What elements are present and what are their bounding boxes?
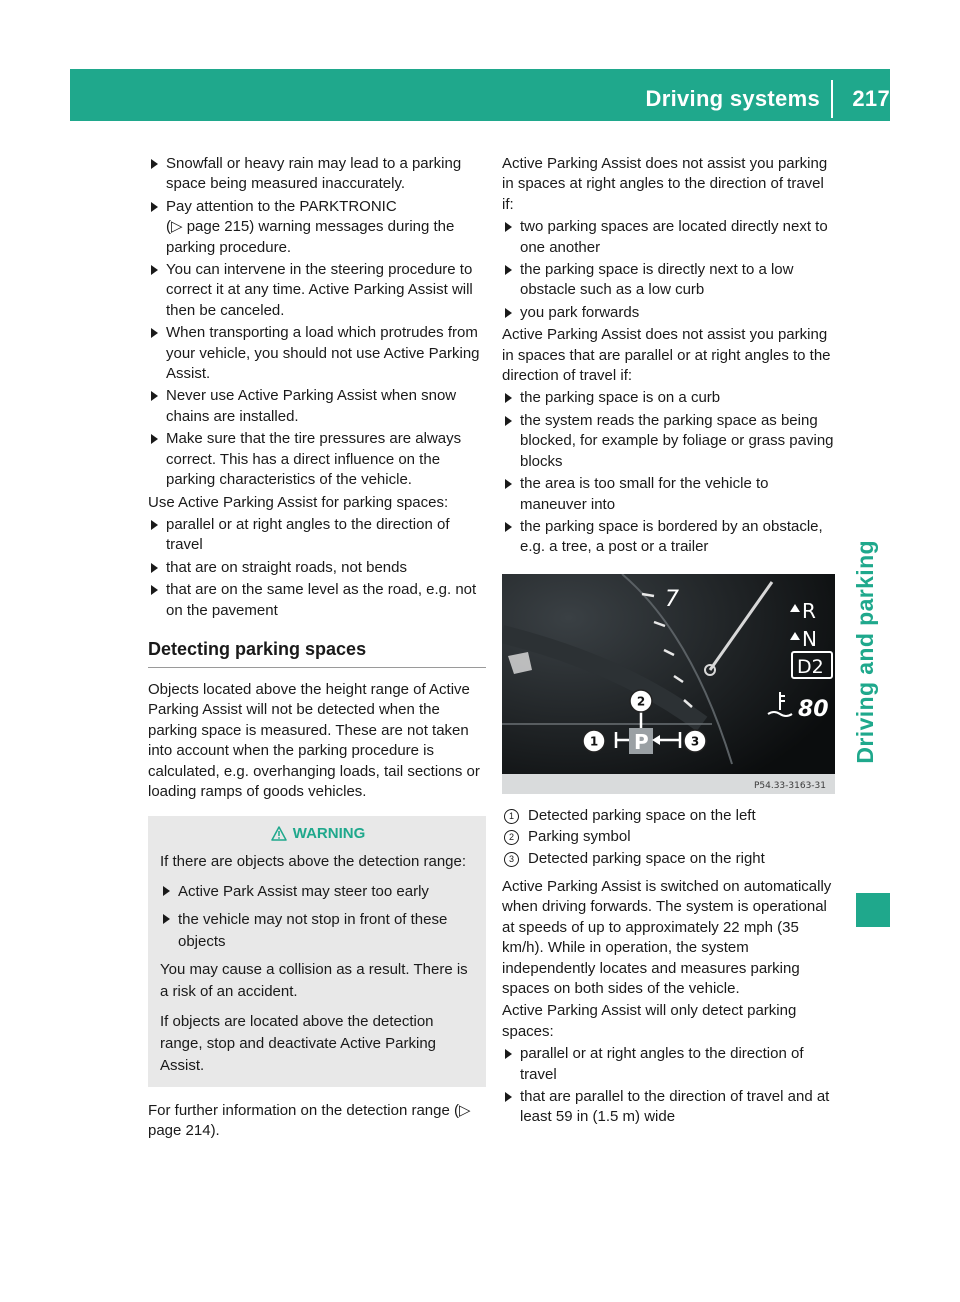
use-conditions-list <box>148 515 486 621</box>
instrument-cluster-figure <box>502 574 835 794</box>
list-item <box>148 197 486 258</box>
parallel-exceptions-list <box>502 388 835 557</box>
warning-title <box>160 824 476 844</box>
legend-item <box>502 827 835 847</box>
parking-symbol-letter: P <box>634 729 649 754</box>
legend-item <box>502 849 835 869</box>
legend-number: 3 <box>504 852 519 867</box>
gear-n-indicator: N <box>802 626 817 651</box>
section-heading: Detecting parking spaces <box>148 637 486 668</box>
legend-item <box>502 806 835 826</box>
chapter-label-text: Driving and parking <box>851 540 878 764</box>
instrument-cluster-illustration <box>502 574 835 794</box>
legend-number: 2 <box>504 830 519 845</box>
right-column <box>502 154 835 1130</box>
gear-r-indicator: R <box>802 598 816 623</box>
left-column <box>148 154 486 1144</box>
callout-2-number: 2 <box>636 694 646 709</box>
legend-number: 1 <box>504 809 519 824</box>
list-item: you park forwards <box>502 303 835 323</box>
list-item: parallel or at right angles to the direction of travel <box>502 1044 835 1085</box>
list-item: that are on the same level as the road, e.g. not on the pavement <box>148 580 486 621</box>
section-body-text: Objects located above the height range of Active Parking Assist will not be detected when the parking space is measured. These are not taken into account when the parking procedure is calculated, e.g. overhanging loads, tail sections or loading ramps of goods vehicles. <box>148 680 480 800</box>
page-reference-link[interactable]: (▷ page 215) warning messages during the parking procedure. <box>166 218 455 256</box>
page-number: 217 <box>852 86 890 111</box>
warning-triangle-icon <box>271 826 287 841</box>
parktronic-label: Pay attention to the PARKTRONIC <box>166 197 397 215</box>
list-item: the area is too small for the vehicle to maneuver into <box>502 474 835 515</box>
detection-intro: Active Parking Assist will only detect parking spaces: <box>502 1002 797 1040</box>
callout-1-number: 1 <box>589 734 599 749</box>
list-item: that are parallel to the direction of travel and at least 59 in (1.5 m) wide <box>502 1087 835 1128</box>
chapter-tab-marker <box>856 893 890 927</box>
right-angle-intro: Active Parking Assist does not assist you parking in spaces at right angles to the direction of travel if: <box>502 155 828 213</box>
warning-instruction: If objects are located above the detection range, stop and deactivate Active Parking Assist. <box>160 1012 437 1074</box>
figure-legend <box>502 806 835 869</box>
warning-intro: If there are objects above the detection range: <box>160 852 467 870</box>
gear-d-indicator: D2 <box>797 655 824 678</box>
warning-box <box>148 816 486 1086</box>
list-item: the system reads the parking space as being blocked, for example by foliage or grass paving blocks <box>502 411 835 472</box>
chapter-side-label <box>845 540 885 880</box>
list-item: Never use Active Parking Assist when snow chains are installed. <box>148 386 486 427</box>
legend-text: Detected parking space on the left <box>528 806 756 824</box>
legend-text: Detected parking space on the right <box>528 849 765 867</box>
warning-consequence: You may cause a collision as a result. There is a risk of an accident. <box>160 960 468 1000</box>
callout-3-number: 3 <box>690 734 700 749</box>
considerations-list <box>148 154 486 491</box>
detection-conditions-list <box>502 1044 835 1128</box>
warning-title-text: WARNING <box>292 825 366 843</box>
list-item: the parking space is on a curb <box>502 388 835 408</box>
right-angle-exceptions-list <box>502 217 835 323</box>
list-item: two parking spaces are located directly next to one another <box>502 217 835 258</box>
list-item: that are on straight roads, not bends <box>148 558 486 578</box>
header-divider <box>831 80 833 118</box>
list-item: Snowfall or heavy rain may lead to a parking space being measured inaccurately. <box>148 154 486 195</box>
section-title: Driving systems <box>645 86 820 111</box>
speed-number: 7 <box>665 586 679 612</box>
parallel-intro: Active Parking Assist does not assist you parking in spaces that are parallel or at right angles to the direction of travel if: <box>502 326 831 385</box>
list-item: the vehicle may not stop in front of these objects <box>160 909 476 953</box>
list-item: the parking space is directly next to a low obstacle such as a low curb <box>502 260 835 301</box>
list-item: Make sure that the tire pressures are always correct. This has a direct influence on the parking characteristics of the vehicle. <box>148 429 486 490</box>
temperature-value: 80 <box>798 696 829 722</box>
legend-text: Parking symbol <box>528 828 631 846</box>
further-info-link[interactable]: For further information on the detection range (▷ page 214). <box>148 1101 471 1140</box>
list-item: the parking space is bordered by an obstacle, e.g. a tree, a post or a trailer <box>502 517 835 558</box>
list-item: When transporting a load which protrudes from your vehicle, you should not use Active Parking Assist. <box>148 323 486 384</box>
figure-code: P54.33-3163-31 <box>753 780 826 791</box>
list-item: Active Park Assist may steer too early <box>160 881 476 903</box>
operation-description: Active Parking Assist is switched on automatically when driving forwards. The system is operational at speeds of up to approximately 22 mph (35 km/h). While in operation, the system independently locates and measures parking spaces on both sides of the vehicle. <box>502 877 832 997</box>
warning-list <box>160 881 476 953</box>
list-item: parallel or at right angles to the direction of travel <box>148 515 486 556</box>
use-intro-text: Use Active Parking Assist for parking spaces: <box>148 493 449 511</box>
list-item: You can intervene in the steering procedure to correct it at any time. Active Parking Assist will then be canceled. <box>148 260 486 321</box>
